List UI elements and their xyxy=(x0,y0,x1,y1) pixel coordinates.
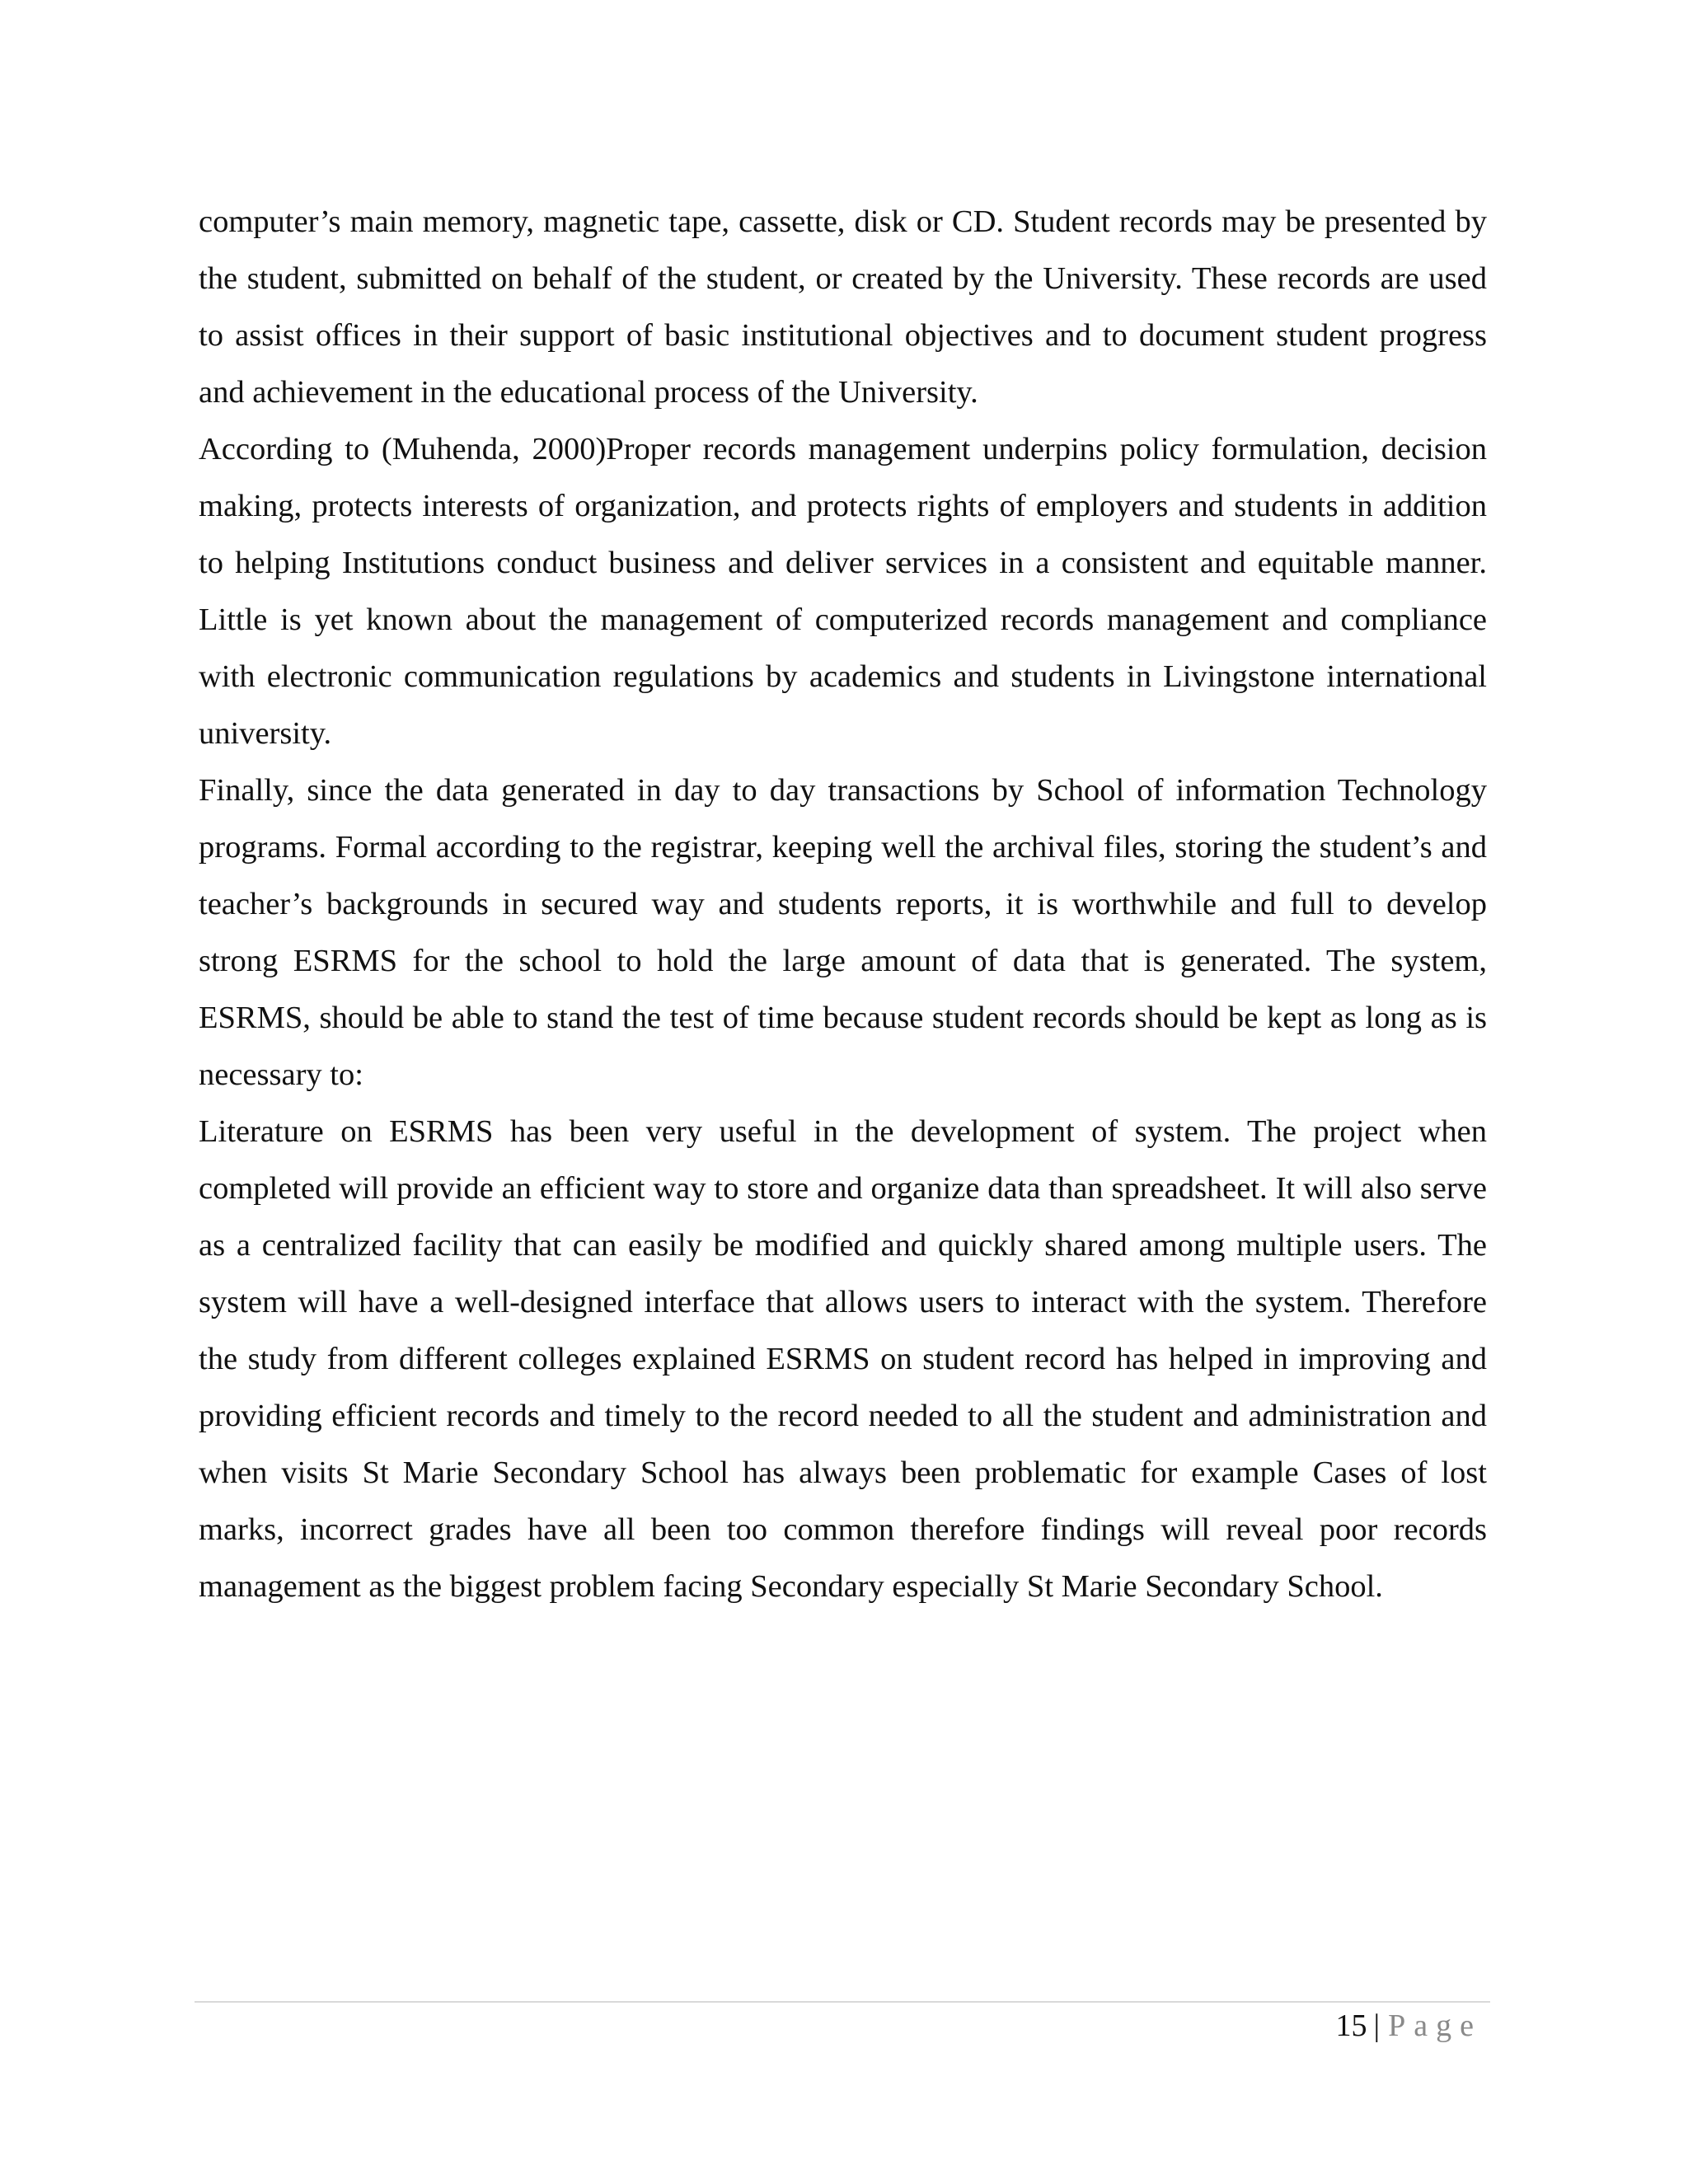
page-number: 15 xyxy=(1335,2008,1367,2043)
page-footer xyxy=(1336,2001,1482,2050)
page-label: Page xyxy=(1388,2008,1482,2043)
document-body xyxy=(199,194,1487,1615)
footer-divider xyxy=(195,2001,1490,2003)
paragraph-esrms-development: Finally, since the data generated in day to day transactions by School of information Technology programs. Formal according to the registrar, keeping well the archival files, storing the student’s and teacher’s backgrounds in secured way and students reports, it is worthwhile and full to develop strong ESRMS for the school to hold the large amount of data that is generated. The system, ESRMS, should be able to stand the test of time because student records should be kept as long as is necessary to: xyxy=(199,773,1487,1092)
paragraph-records-management: According to (Muhenda, 2000)Proper records management underpins policy formulation, decision making, protects interests of organization, and protects rights of employers and students in addition to helping Institutions conduct business and deliver services in a consistent and equitable manner. Little is yet known about the management of computerized records management and compliance with electronic communication regulations by academics and students in Livingstone international university. xyxy=(199,432,1487,751)
paragraph-student-records: computer’s main memory, magnetic tape, cassette, disk or CD. Student records may be presented by the student, submitted on behalf of the student, or created by the University. These records are used to assist offices in their support of basic institutional objectives and to document student progress and achievement in the educational process of the University. xyxy=(199,204,1487,410)
page-separator: | xyxy=(1373,2008,1381,2043)
paragraph-literature-esrms: Literature on ESRMS has been very useful in the development of system. The project when completed will provide an efficient way to store and organize data than spreadsheet. It will also serve as a centralized facility that can easily be modified and quickly shared among multiple users. The system will have a well-designed interface that allows users to interact with the system. Therefore the study from different colleges explained ESRMS on student record has helped in improving and providing efficient records and timely to the record needed to all the student and administration and when visits St Marie Secondary School has always been problematic for example Cases of lost marks, incorrect grades have all been too common therefore findings will reveal poor records management as the biggest problem facing Secondary especially St Marie Secondary School. xyxy=(199,1114,1487,1604)
